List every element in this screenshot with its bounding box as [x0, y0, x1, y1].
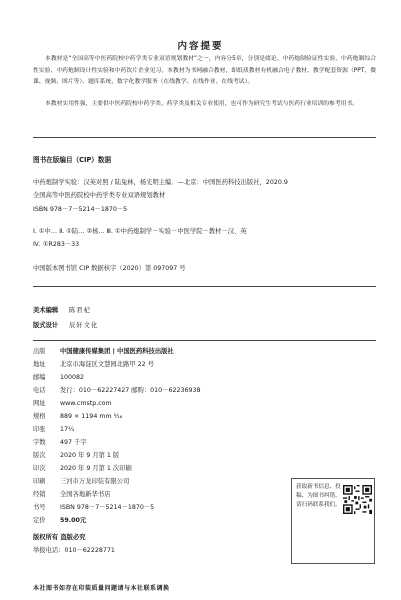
pub-row-distributor: 经销 全国各地新华书店	[33, 491, 111, 498]
pub-row-edition: 版次 2020 年 9 月第 1 版	[33, 452, 120, 459]
pub-row-publisher: 出版 中国健康传媒集团 | 中国医药科技出版社	[33, 348, 174, 355]
pub-row-word-count: 字数 497 千字	[33, 439, 87, 446]
pub-row-website: 网址 www.cmstp.com	[33, 400, 112, 407]
pub-row-format: 规格 889 × 1194 mm ¹⁄₁₆	[33, 413, 123, 420]
design-key: 美术编辑	[33, 307, 59, 314]
divider-top	[33, 137, 376, 138]
cip-line-classification: Ⅰ. ①中… Ⅱ. ①陆… ②杨… Ⅲ. ①中药炮制学－实验－中医学院－教材－汉、英	[33, 228, 247, 235]
cip-line-record: 中国版本图书馆 CIP 数据核字（2020）第 097097 号	[33, 265, 186, 272]
pub-row-price: 定价 59.00元	[33, 517, 87, 524]
report-phone: 举报电话：010－62228771	[33, 547, 115, 554]
divider-middle	[33, 286, 376, 287]
design-value: 陈君杞	[69, 307, 91, 314]
summary-title: 内容提要	[177, 41, 224, 52]
cip-line-title: 中药炮制学实验：汉英对照 / 陆兔林，杨光明主编．—北京：中国医药科技出版社，2020.9	[33, 179, 288, 186]
copyright-notice: 版权所有 盗版必究	[33, 534, 86, 541]
qr-code-icon[interactable]	[343, 485, 372, 514]
cip-line-clc: Ⅳ. ①R283－33	[33, 241, 80, 248]
design-row-art-editor	[33, 306, 91, 315]
design-row-layout	[33, 321, 98, 330]
cip-title: 图书在版编目（CIP）数据	[33, 156, 112, 164]
divider-lower	[33, 340, 376, 341]
pub-row-printing: 印次 2020 年 9 月第 1 次印刷	[33, 465, 132, 472]
qr-note: 获取新书信息、投稿、为图书纠错，请扫码联系我们。	[296, 484, 341, 508]
pub-row-printer: 印刷 三河市万龙印装有限公司	[33, 478, 130, 485]
summary-paragraph-1: 本教材是“全国高等中医药院校中药学类专业双语规划教材”之一，内容分5章，分别是绪论、中药炮制验证性实验、中药炮制综合性实验、中药炮制设计性实验和中药饮片企业见习。本教材为书网融合教材，即纸质教材有机融合电子教材、教学配套资源（PPT、微课、视频、图片等）、题库系统、数字化教学服务（在线教学、在线作业、在线考试）。	[33, 56, 376, 85]
cip-line-isbn: ISBN 978－7－5214－1870－5	[33, 206, 128, 213]
cip-line-series: 全国高等中医药院校中药学类专业双语规划教材	[33, 192, 166, 199]
design-value: 辰轩文化	[69, 322, 99, 329]
qr-contact-box	[291, 478, 375, 564]
design-key: 版式设计	[33, 322, 59, 329]
pub-row-postcode: 邮编 100082	[33, 374, 85, 381]
summary-paragraph-2: 本教材实用性强，主要供中医药院校中药学类、药学类及相关专业使用，也可作为研究生考试与医药行业培训的参考用书。	[45, 101, 359, 107]
pub-row-phone: 电话 发行：010－62227427 邮购：010－62236938	[33, 387, 201, 394]
pub-row-address: 地址 北京市海淀区文慧园北路甲 22 号	[33, 361, 154, 368]
pub-row-isbn: 书号 ISBN 978－7－5214－1870－5	[33, 504, 155, 511]
pub-row-sheets: 印张 17¹⁄₄	[33, 426, 75, 433]
footer-note: 本社图书如存在印装质量问题请与本社联系调换	[33, 585, 170, 592]
